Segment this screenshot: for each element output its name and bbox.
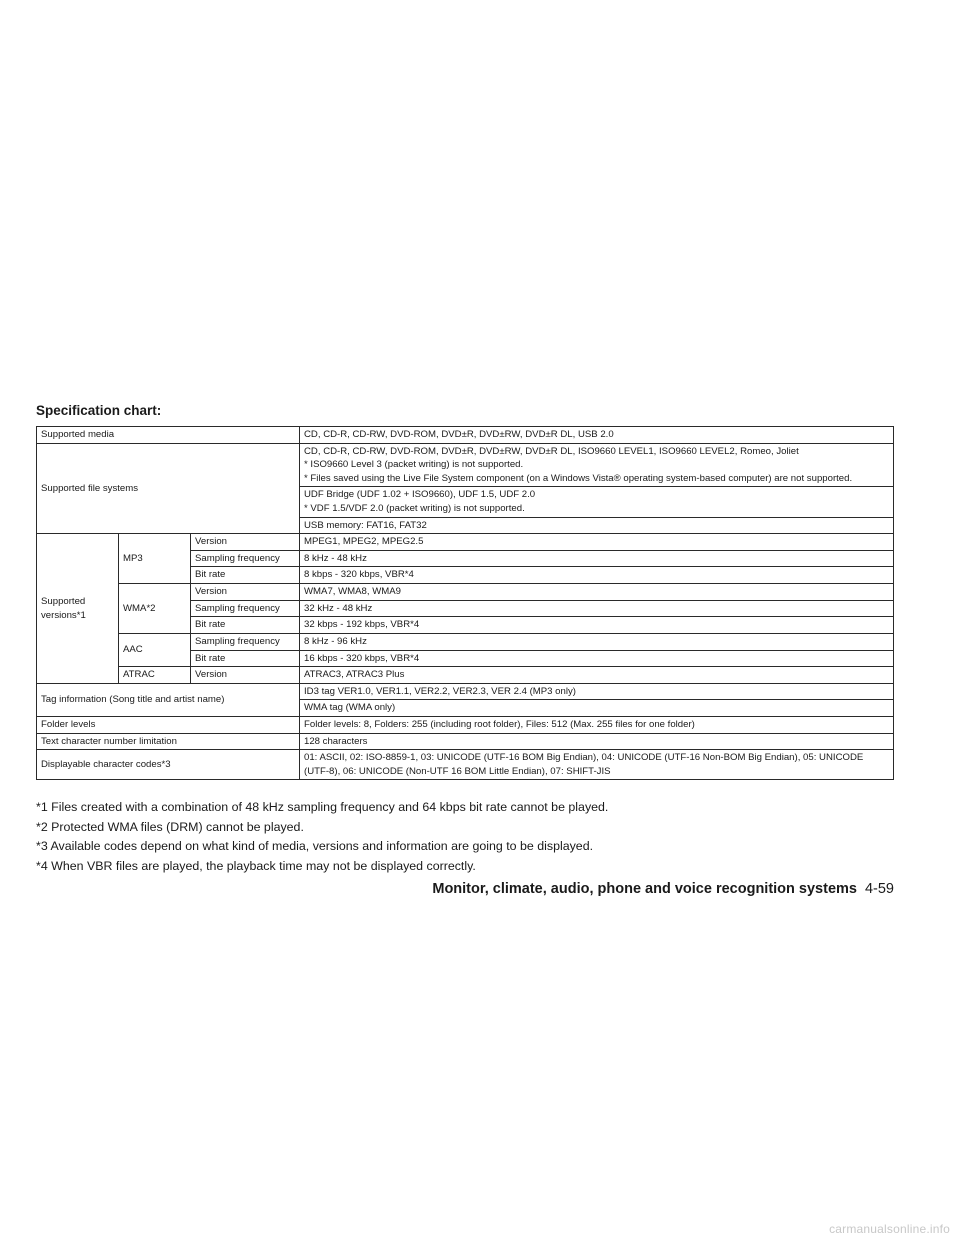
- row-label: Supported media: [37, 427, 300, 444]
- row-value: WMA tag (WMA only): [300, 700, 894, 717]
- row-value: CD, CD-R, CD-RW, DVD-ROM, DVD±R, DVD±RW, DVD±R DL, USB 2.0: [300, 427, 894, 444]
- property-label: Sampling frequency: [191, 633, 300, 650]
- table-row: [37, 733, 894, 750]
- row-value: Folder levels: 8, Folders: 255 (including root folder), Files: 512 (Max. 255 files for one folder): [300, 716, 894, 733]
- property-label: Version: [191, 584, 300, 601]
- footnote: *4 When VBR files are played, the playback time may not be displayed correctly.: [36, 858, 476, 873]
- row-value: ATRAC3, ATRAC3 Plus: [300, 667, 894, 684]
- row-label: Supported file systems: [37, 443, 300, 534]
- row-value: 8 kHz - 48 kHz: [300, 550, 894, 567]
- row-value: USB memory: FAT16, FAT32: [300, 517, 894, 534]
- property-label: Version: [191, 667, 300, 684]
- format-label: ATRAC: [119, 667, 191, 684]
- row-value: 8 kbps - 320 kbps, VBR*4: [300, 567, 894, 584]
- row-value: 01: ASCII, 02: ISO-8859-1, 03: UNICODE (UTF-16 BOM Big Endian), 04: UNICODE (UTF-16 Non-BOM Big Endian), 05: UNICODE (UTF-8), 06: UNICODE (Non-UTF 16 BOM Little Endian), 07: SHIFT-JIS: [300, 750, 894, 780]
- format-label: MP3: [119, 534, 191, 584]
- table-row: [37, 534, 894, 551]
- page-number: 4-59: [864, 881, 894, 897]
- table-row: [37, 750, 894, 780]
- row-value: 32 kbps - 192 kbps, VBR*4: [300, 617, 894, 634]
- row-label: Displayable character codes*3: [37, 750, 300, 780]
- specification-table: [36, 426, 894, 780]
- table-row: [37, 667, 894, 684]
- property-label: Bit rate: [191, 567, 300, 584]
- value-note: * Files saved using the Live File System component (on a Windows Vista® operating system-based computer) are not supported.: [304, 472, 853, 484]
- row-value: 8 kHz - 96 kHz: [300, 633, 894, 650]
- property-label: Bit rate: [191, 650, 300, 667]
- page-footer: [432, 881, 894, 897]
- property-label: Version: [191, 534, 300, 551]
- row-value: ID3 tag VER1.0, VER1.1, VER2.2, VER2.3, VER 2.4 (MP3 only): [300, 683, 894, 700]
- footnote: *1 Files created with a combination of 48 kHz sampling frequency and 64 kbps bit rate cannot be played.: [36, 800, 609, 814]
- row-value: 128 characters: [300, 733, 894, 750]
- row-value: 32 kHz - 48 kHz: [300, 600, 894, 617]
- table-row: [37, 443, 894, 487]
- row-label: Supported versions*1: [37, 534, 119, 683]
- row-value: WMA7, WMA8, WMA9: [300, 584, 894, 601]
- value-line: CD, CD-R, CD-RW, DVD-ROM, DVD±R, DVD±RW, DVD±R DL, ISO9660 LEVEL1, ISO9660 LEVEL2, Romeo, Joliet: [304, 445, 799, 457]
- row-label: Folder levels: [37, 716, 300, 733]
- format-label: AAC: [119, 633, 191, 666]
- table-row: [37, 683, 894, 700]
- row-label: Text character number limitation: [37, 733, 300, 750]
- row-value: [300, 443, 894, 487]
- table-row: [37, 427, 894, 444]
- table-row: [37, 716, 894, 733]
- property-label: Sampling frequency: [191, 600, 300, 617]
- footnote: *2 Protected WMA files (DRM) cannot be played.: [36, 819, 304, 834]
- table-row: [37, 633, 894, 650]
- value-line: UDF Bridge (UDF 1.02 + ISO9660), UDF 1.5, UDF 2.0: [304, 489, 536, 501]
- footnotes: [36, 798, 906, 876]
- row-label: Tag information (Song title and artist name): [37, 683, 300, 716]
- row-value: [300, 487, 894, 517]
- section-title: Monitor, climate, audio, phone and voice recognition systems: [432, 881, 857, 897]
- row-value: MPEG1, MPEG2, MPEG2.5: [300, 534, 894, 551]
- property-label: Sampling frequency: [191, 550, 300, 567]
- format-label: WMA*2: [119, 584, 191, 634]
- table-row: [37, 584, 894, 601]
- row-value: 16 kbps - 320 kbps, VBR*4: [300, 650, 894, 667]
- section-heading: Specification chart:: [36, 403, 162, 418]
- value-note: * ISO9660 Level 3 (packet writing) is not supported.: [304, 459, 524, 471]
- value-note: * VDF 1.5/VDF 2.0 (packet writing) is not supported.: [304, 503, 525, 515]
- property-label: Bit rate: [191, 617, 300, 634]
- watermark: carmanualsonline.info: [829, 1222, 950, 1236]
- footnote: *3 Available codes depend on what kind of media, versions and information are going to be displayed.: [36, 839, 594, 853]
